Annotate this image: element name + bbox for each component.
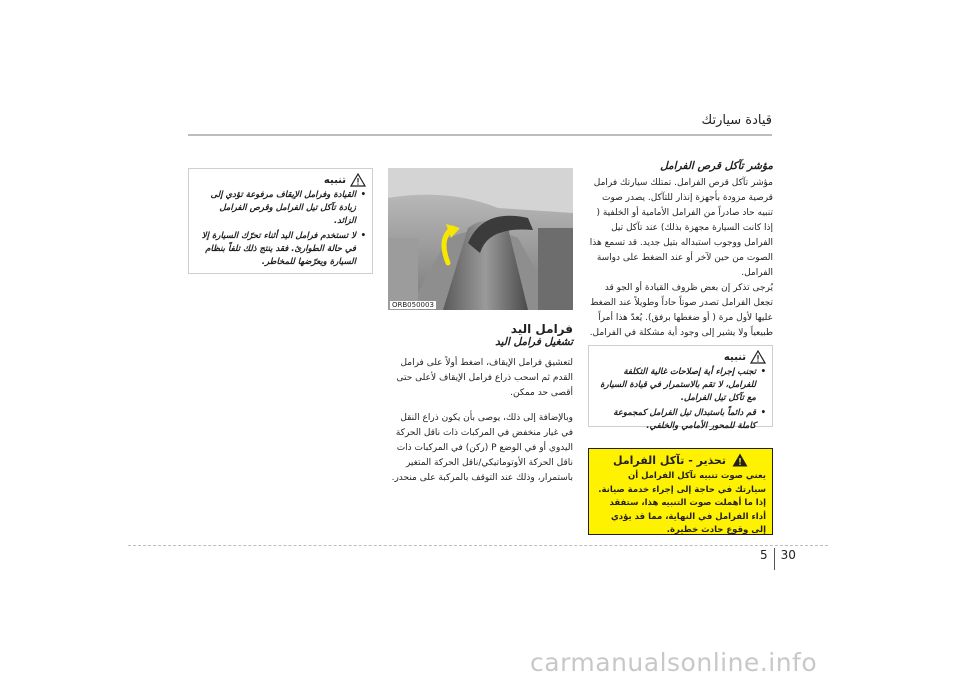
photo-code-label: ORB050003	[392, 301, 434, 309]
page-number-separator	[774, 548, 775, 570]
parking-brake-text	[388, 356, 573, 486]
warning-title-row	[595, 453, 766, 467]
parking-brake-notice-box	[188, 168, 373, 274]
page-header-title: قيادة سيارتك	[701, 113, 772, 128]
brake-wear-section	[588, 160, 773, 341]
chapter-number: 5	[760, 548, 768, 562]
notice-title: تنبيه	[723, 351, 746, 363]
brake-wear-warning-box	[588, 448, 773, 535]
parking-brake-heading-block	[388, 322, 573, 352]
watermark-text: carmanualsonline.info	[530, 648, 818, 677]
header-divider	[188, 134, 772, 136]
page-number-value: 30	[780, 548, 796, 562]
parking-brake-subheading: تشغيل فرامل اليد	[495, 336, 573, 348]
notice-item: • لا تستخدم فرامل اليد أثناء تحرّك السيارة إلا في حالة الطوارئ. فقد ينتج ذلك تلفاً بنظام السيارة ويعرّضها للمخاطر.	[195, 230, 366, 269]
brake-wear-notice-box	[588, 345, 773, 431]
page-number	[760, 548, 796, 570]
notice-title-row	[195, 173, 366, 187]
notice-item: • تجنب إجراء أية إصلاحات غالية التكلفة للفرامل، لا تقم بالاستمرار في قيادة السيارة مع تآكل تيل الفرامل.	[595, 366, 766, 405]
parking-brake-paragraph-2: وبالإضافة إلى ذلك، يوصى بأن يكون ذراع النقل في غيار منخفض في المركبات ذات ناقل الحركة اليدوي أو في الوضع P (ركن) في المركبات ذات ناقل الحركة الأوتوماتيكي/ناقل الحركة المتغير باستمرار، وذلك عند التوقف بالمركبة على منحدر.	[391, 413, 573, 483]
parking-brake-paragraph-1: لتعشيق فرامل الإيقاف، اضغط أولاً على فرامل القدم ثم اسحب ذراع فرامل الإيقاف لأعلى حتى أقصى حد ممكن.	[396, 358, 573, 398]
notice-title-row	[595, 350, 766, 364]
brake-wear-paragraph-1: مؤشر تآكل قرص الفرامل. تمتلك سيارتك فرامل قرصية مزودة بأجهزة إنذار للتآكل. يصدر صوت تنبيه حاد صادراً من الفرامل الأمامية أو الخلفية ( إذا كانت السيارة مجهزة بذلك) عند تآكل تيل الفرامل ووجوب استبداله بتيل جديد. قد تسمع هذا الصوت من حين لآخر أو عند الضغط على دواسة الفرامل.	[589, 178, 773, 278]
warning-title: تحذير - تآكل الفرامل	[613, 453, 726, 467]
notice-item: • قم دائماً باستبدال تيل الفرامل كمجموعة كاملة للمحور الأمامي والخلفي.	[595, 407, 766, 433]
parking-brake-photo	[388, 168, 573, 310]
brake-wear-paragraph-2: يُرجى تذكر إن بعض ظروف القيادة أو الجو قد تجعل الفرامل تصدر صوتاً حاداً وطويلاً عند الضغط عليها لأول مرة ( أو ضغطها برفق). يُعدّ هذا أمراً طبيعياً ولا يشير إلى وجود أية مشكلة في الفرامل.	[589, 283, 773, 338]
warning-text: يعني صوت تنبيه تآكل الفرامل أن سيارتك في حاجة إلى إجراء خدمة صيانة. إذا ما أهملت صوت التنبيه هذا، ستفقد أداء الفرامل في النهاية، مما قد يؤدي إلى وقوع حادث خطيرة.	[598, 471, 766, 535]
notice-title: تنبيه	[323, 174, 346, 186]
footer-divider	[128, 545, 828, 546]
parking-brake-illustration	[388, 168, 573, 310]
warning-triangle-icon	[732, 453, 748, 467]
parking-brake-heading: فرامل اليد	[510, 322, 573, 336]
brake-wear-subheading: مؤشر تآكل قرص الفرامل	[660, 160, 773, 172]
notice-item: • القيادة وفرامل الإيقاف مرفوعة تؤدي إلى زيادة تآكل تيل الفرامل وقرص الفرامل الزائد.	[195, 189, 366, 228]
caution-triangle-icon	[750, 350, 766, 364]
caution-triangle-icon	[350, 173, 366, 187]
